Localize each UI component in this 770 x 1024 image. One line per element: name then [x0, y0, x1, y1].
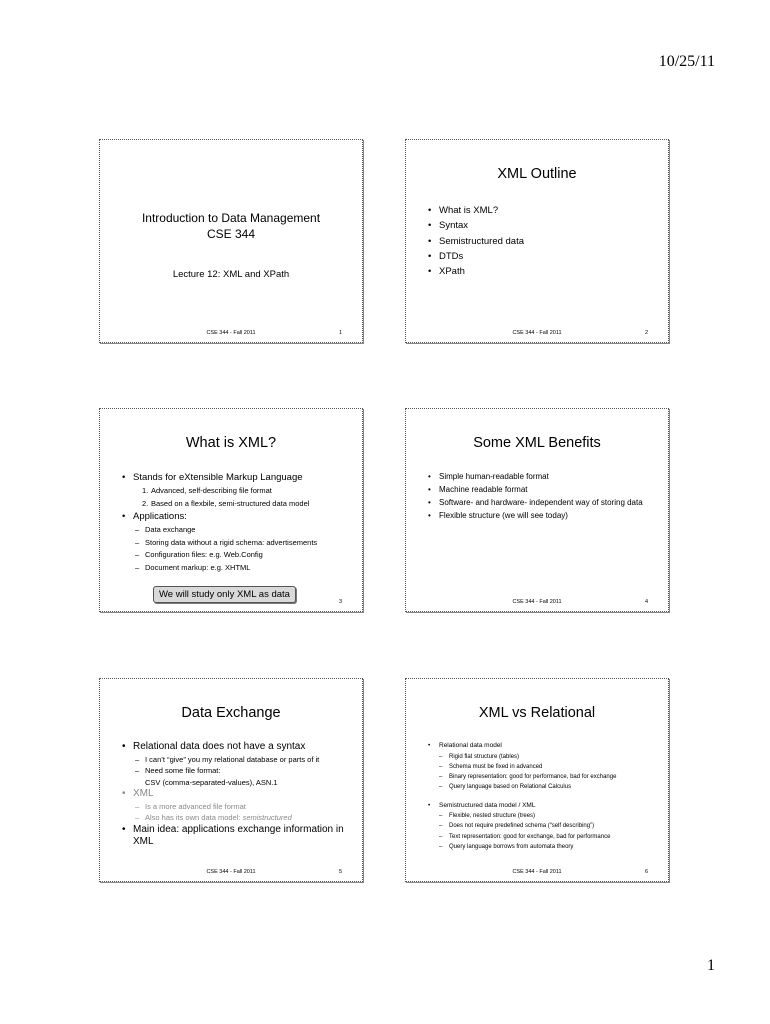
slide-number: 5	[338, 869, 342, 875]
sub-bullet-item: – Query language based on Relational Calculus	[427, 782, 662, 792]
slide-number: 4	[644, 599, 648, 605]
slide-6	[405, 678, 669, 882]
sub-bullet-line: Need some file format:	[145, 766, 221, 775]
bullet-item: • Relational data does not have a syntax	[121, 741, 361, 754]
footer-text: CSE 344 - Fall 2011	[206, 869, 256, 875]
slide-title: XML Outline	[497, 166, 577, 182]
emphasis-text: semistructured	[242, 813, 292, 822]
bullet-list	[427, 741, 662, 852]
callout-box: We will study only XML as data	[153, 586, 296, 603]
bullet-item: • Software- and hardware- independent way of storing data	[427, 497, 662, 510]
slide-number: 6	[644, 869, 648, 875]
sub-bullet-item: – Is a more advanced file format	[121, 801, 361, 813]
sub-bullet-item: – Query language borrows from automata theory	[427, 842, 662, 852]
bullet-item: • Applications:	[121, 510, 361, 524]
footer-text: CSE 344 - Fall 2011	[512, 599, 562, 605]
bullet-item: • DTDs	[427, 249, 524, 264]
slide-number: 2	[644, 330, 648, 336]
lecture-subtitle: Lecture 12: XML and XPath	[172, 269, 290, 280]
item-number: 2.	[142, 498, 149, 508]
sub-bullet-item: – Configuration files: e.g. Web.Config	[121, 549, 361, 562]
bullet-list	[427, 203, 524, 279]
item-text: Based on a flexbile, semi-structured data model	[151, 498, 310, 508]
bullet-item: • Flexible structure (we will see today)	[427, 510, 662, 523]
bullet-list	[121, 471, 361, 574]
sub-bullet-item: – I can’t “give” you my relational database or parts of it	[121, 754, 361, 766]
sub-bullet-item: – Binary representation: good for performance, bad for exchange	[427, 772, 662, 782]
bullet-item: • Stands for eXtensible Markup Language	[121, 471, 361, 485]
bullet-item: • Relational data model	[427, 741, 662, 752]
bullet-item: • Simple human-readable format	[427, 471, 662, 484]
bullet-item: • Machine readable format	[427, 484, 662, 497]
slide-3	[99, 408, 363, 612]
slide-4	[405, 408, 669, 612]
bullet-list	[121, 741, 361, 849]
slide-title: What is XML?	[185, 435, 277, 451]
slide-2	[405, 139, 669, 343]
bullet-item: • Semistructured data	[427, 234, 524, 249]
footer-text: CSE 344 - Fall 2011	[512, 869, 562, 875]
slide-5	[99, 678, 363, 882]
slide-number: 1	[338, 330, 342, 336]
sub-bullet-text: Also has its own data model:	[145, 813, 243, 822]
sub-bullet-item: – Data exchange	[121, 524, 361, 537]
sub-bullet-item: – Does not require predefined schema (“self describing”)	[427, 821, 662, 831]
page-number: 1	[707, 957, 715, 974]
bullet-item: • Main idea: applications exchange information in XML	[121, 824, 361, 849]
numbered-item	[121, 498, 361, 511]
numbered-item	[121, 485, 361, 498]
slide-title	[100, 210, 362, 242]
sub-bullet-item: – Schema must be fixed in advanced	[427, 762, 662, 772]
course-code: CSE 344	[206, 227, 256, 241]
bullet-item: • What is XML?	[427, 203, 524, 218]
sub-bullet-item: – Flexible, nested structure (trees)	[427, 811, 662, 821]
sub-bullet-item: – Storing data without a rigid schema: advertisements	[121, 537, 361, 550]
bullet-item: • XML	[121, 788, 361, 801]
slide-number: 3	[338, 599, 342, 605]
sub-bullet-item: – Document markup: e.g. XHTML	[121, 562, 361, 575]
slide-1	[99, 139, 363, 343]
slide-title: Data Exchange	[181, 705, 281, 721]
sub-bullet-item	[121, 812, 361, 824]
footer-text: CSE 344 - Fall 2011	[512, 330, 562, 336]
page-date: 10/25/11	[658, 53, 715, 70]
bullet-item: • Semistructured data model / XML	[427, 801, 662, 812]
bullet-item: • XPath	[427, 264, 524, 279]
bullet-item: • Syntax	[427, 218, 524, 233]
sub-bullet-item: – Rigid flat structure (tables)	[427, 752, 662, 762]
footer-text: CSE 344 - Fall 2011	[206, 330, 256, 336]
item-text: Advanced, self-describing file format	[151, 486, 272, 495]
sub-bullet-line: CSV (comma-separated-values), ASN.1	[145, 777, 278, 787]
bullet-list	[427, 471, 662, 523]
course-title: Introduction to Data Management	[141, 211, 321, 225]
slide-title: Some XML Benefits	[473, 435, 601, 451]
item-number: 1.	[142, 486, 149, 495]
sub-bullet-item	[121, 765, 361, 788]
slide-title: XML vs Relational	[478, 705, 596, 721]
sub-bullet-item: – Text representation: good for exchange, bad for performance	[427, 832, 662, 842]
